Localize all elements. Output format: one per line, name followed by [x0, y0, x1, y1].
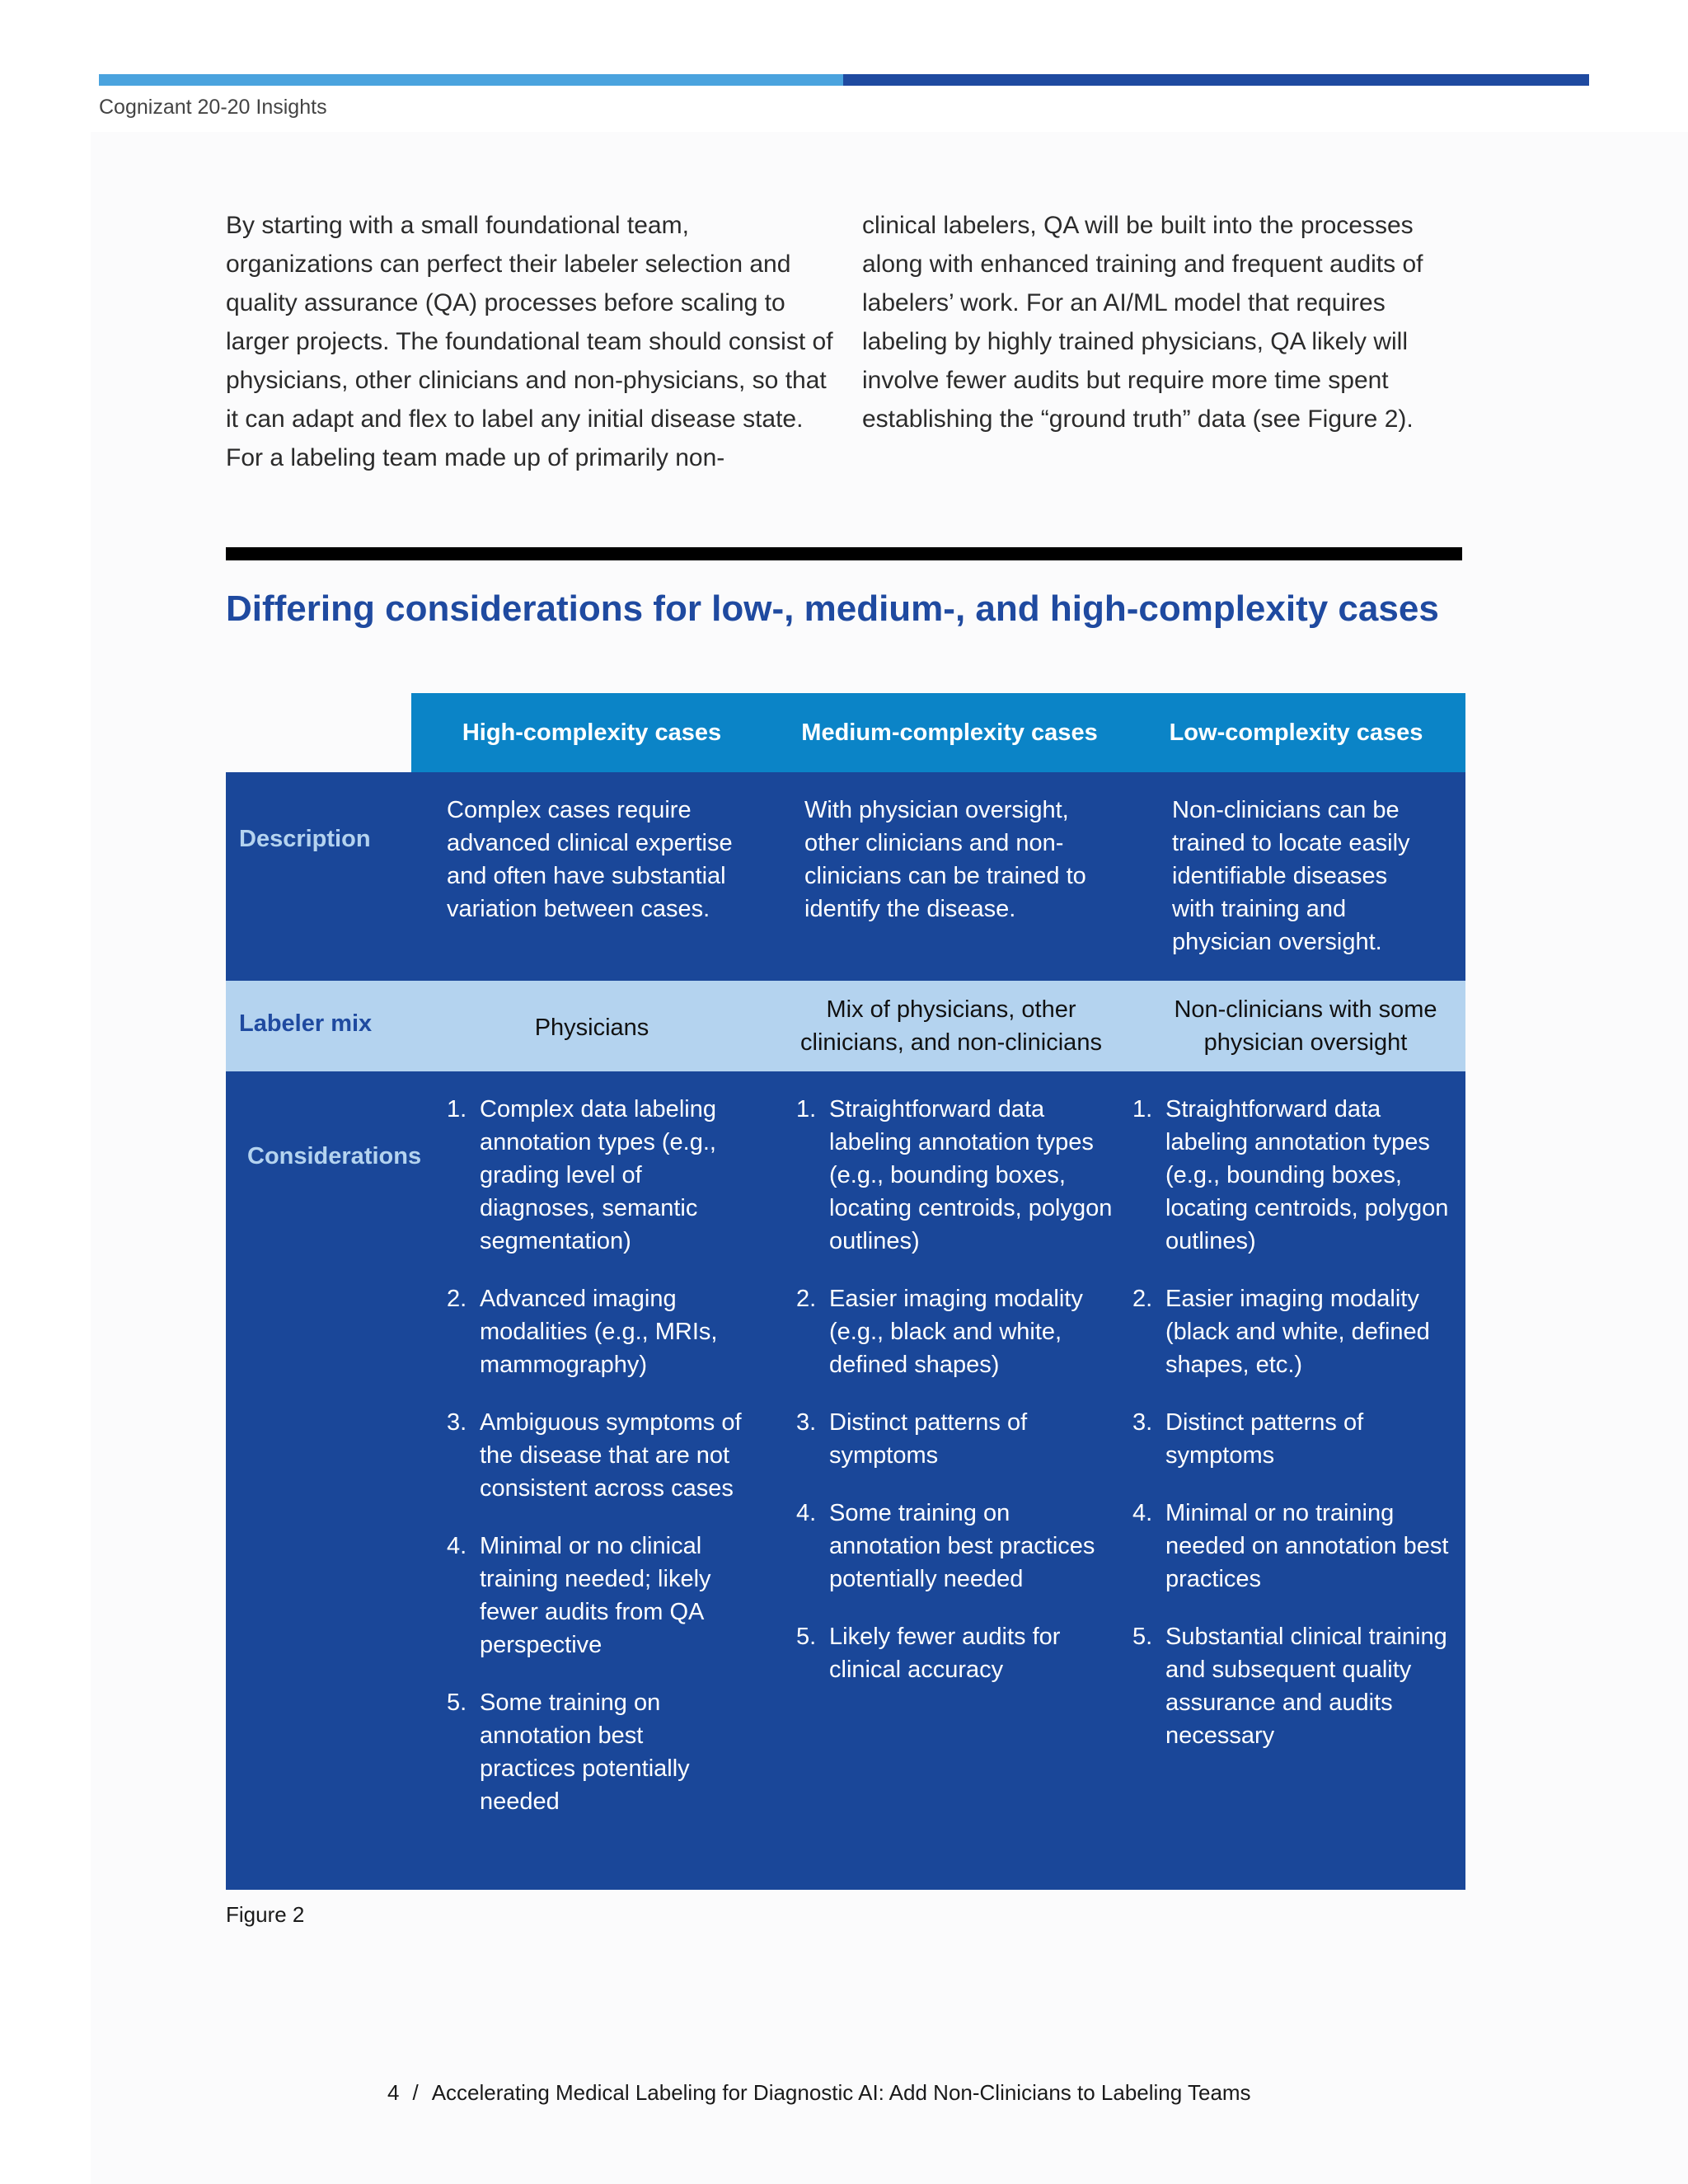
list-item-number: 2. — [1132, 1286, 1153, 1312]
list-item-number: 1. — [1132, 1096, 1153, 1122]
table-row-description — [226, 772, 1465, 981]
section-divider — [226, 547, 1462, 560]
list-item-number: 3. — [447, 1409, 467, 1436]
page-footer — [387, 2080, 1251, 2106]
labeler-mix-low: Non-clinicians with some physician oversight — [1174, 996, 1437, 1056]
list-item-number: 1. — [447, 1096, 467, 1122]
list-item-number: 3. — [796, 1409, 817, 1436]
table-row-considerations — [226, 1071, 1465, 1890]
list-item-text: Advanced imaging modalities (e.g., MRIs, mammography) — [480, 1286, 718, 1378]
list-item — [796, 1406, 1122, 1472]
column-header-low: Low-complexity cases — [1169, 719, 1423, 746]
considerations-low-list — [1132, 1093, 1450, 1777]
description-low: Non-clinicians can be trained to locate easily identifiable diseases with training and physician oversight. — [1172, 797, 1410, 955]
list-item — [796, 1620, 1122, 1686]
list-item — [447, 1406, 743, 1505]
list-item-text: Some training on annotation best practices potentially needed — [480, 1690, 690, 1815]
list-item-number: 2. — [796, 1286, 817, 1312]
considerations-medium-list — [796, 1093, 1122, 1711]
table-header — [411, 693, 1465, 772]
description-medium: With physician oversight, other clinicians and non-clinicians can be trained to identify the disease. — [804, 797, 1086, 922]
list-item-text: Likely fewer audits for clinical accuracy — [829, 1624, 1061, 1683]
list-item — [796, 1093, 1122, 1258]
list-item — [447, 1530, 743, 1661]
header-color-bar — [99, 74, 1589, 86]
column-header-high: High-complexity cases — [462, 719, 722, 746]
list-item-text: Complex data labeling annotation types (e.g., grading level of diagnoses, semantic segmentation) — [480, 1096, 716, 1254]
list-item-text: Minimal or no clinical training needed; likely fewer audits from QA perspective — [480, 1533, 711, 1658]
list-item-number: 5. — [1132, 1624, 1153, 1650]
list-item-number: 4. — [1132, 1500, 1153, 1526]
publication-name: Cognizant 20-20 Insights — [99, 96, 327, 119]
list-item-text: Straightforward data labeling annotation types (e.g., bounding boxes, locating centroids, polygon outlines) — [1165, 1096, 1449, 1254]
list-item-number: 3. — [1132, 1409, 1153, 1436]
row-label-labeler-mix: Labeler mix — [239, 1010, 373, 1037]
list-item — [796, 1282, 1122, 1381]
list-item-text: Easier imaging modality (black and white, defined shapes, etc.) — [1165, 1286, 1430, 1378]
list-item-text: Ambiguous symptoms of the disease that are not consistent across cases — [480, 1409, 742, 1502]
list-item — [796, 1497, 1122, 1596]
list-item-number: 4. — [447, 1533, 467, 1559]
list-item — [447, 1686, 743, 1818]
header-bar-light — [99, 74, 843, 86]
row-label-considerations: Considerations — [247, 1143, 422, 1169]
intro-paragraph-left: By starting with a small foundational team, organizations can perfect their labeler selection and quality assurance (QA) processes before scaling to larger projects. The foundational team should consist of physicians, other clinicians and non-physicians, so that it can adapt and flex to label any initial disease state. For a labeling team made up of primarily non- — [226, 212, 833, 471]
row-label-description: Description — [239, 826, 371, 852]
list-item-text: Straightforward data labeling annotation types (e.g., bounding boxes, locating centroids, polygon outlines) — [829, 1096, 1113, 1254]
list-item — [447, 1093, 743, 1258]
table-row-labeler-mix — [226, 981, 1465, 1071]
page-number: 4 — [387, 2080, 400, 2105]
document-title: Accelerating Medical Labeling for Diagnostic AI: Add Non-Clinicians to Labeling Teams — [431, 2080, 1251, 2105]
description-high: Complex cases require advanced clinical expertise and often have substantial variation between cases. — [447, 797, 733, 922]
considerations-high-list — [447, 1093, 743, 1843]
footer-separator: / — [412, 2080, 419, 2105]
list-item — [1132, 1497, 1450, 1596]
labeler-mix-high: Physicians — [534, 1015, 649, 1041]
list-item-text: Minimal or no training needed on annotation best practices — [1165, 1500, 1449, 1592]
list-item-number: 2. — [447, 1286, 467, 1312]
list-item — [1132, 1406, 1450, 1472]
list-item-text: Distinct patterns of symptoms — [829, 1409, 1028, 1469]
list-item — [1132, 1620, 1450, 1752]
list-item — [1132, 1282, 1450, 1381]
list-item-text: Substantial clinical training and subsequent quality assurance and audits necessary — [1165, 1624, 1447, 1749]
list-item-number: 5. — [447, 1690, 467, 1716]
intro-paragraph-right: clinical labelers, QA will be built into the processes along with enhanced training and frequent audits of labelers’ work. For an AI/ML model that requires labeling by highly trained physicians, QA likely will involve fewer audits but require more time spent establishing the “ground truth” data (see Figure 2). — [862, 212, 1423, 433]
labeler-mix-medium: Mix of physicians, other clinicians, and non-clinicians — [800, 996, 1102, 1056]
figure-title: Differing considerations for low-, medium-, and high-complexity cases — [226, 588, 1439, 629]
list-item — [447, 1282, 743, 1381]
column-header-medium: Medium-complexity cases — [801, 719, 1098, 746]
list-item-text: Some training on annotation best practices potentially needed — [829, 1500, 1095, 1592]
list-item-number: 4. — [796, 1500, 817, 1526]
header-bar-dark — [843, 74, 1589, 86]
list-item — [1132, 1093, 1450, 1258]
list-item-text: Easier imaging modality (e.g., black and white, defined shapes) — [829, 1286, 1083, 1378]
list-item-text: Distinct patterns of symptoms — [1165, 1409, 1364, 1469]
list-item-number: 1. — [796, 1096, 817, 1122]
figure-caption: Figure 2 — [226, 1902, 305, 1927]
list-item-number: 5. — [796, 1624, 817, 1650]
